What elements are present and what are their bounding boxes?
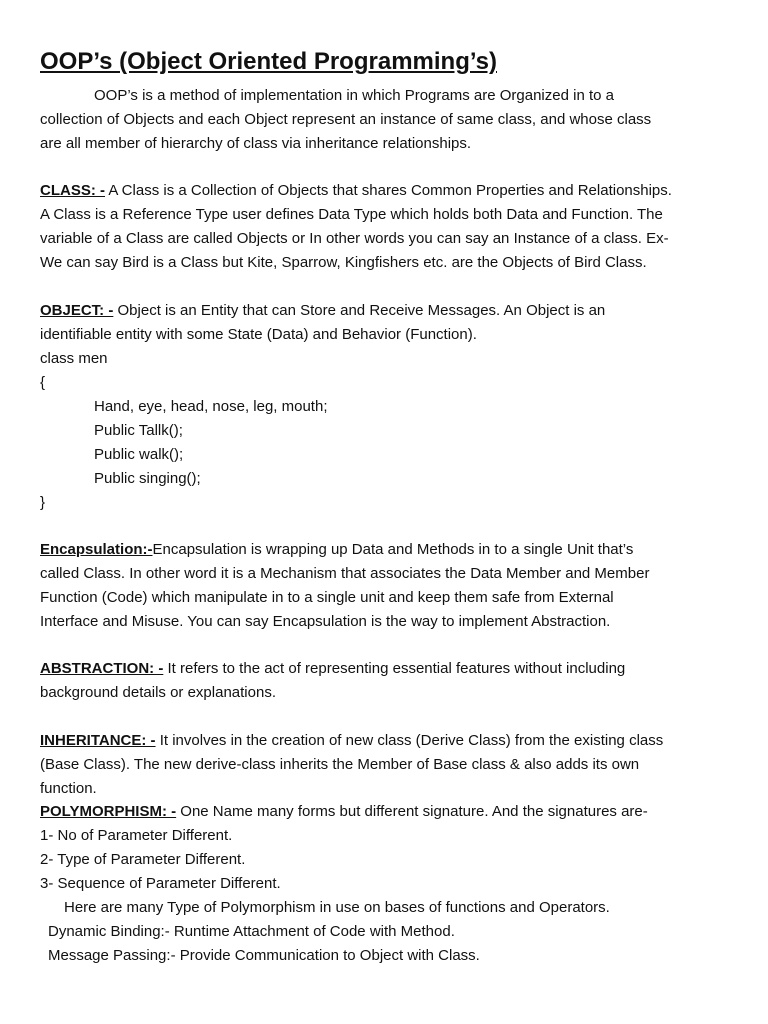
intro-line: collection of Objects and each Object represent an instance of same class, and whose class <box>40 111 652 128</box>
intro-paragraph <box>40 84 730 156</box>
encapsulation-line: Interface and Misuse. You can say Encapsulation is the way to implement Abstraction. <box>40 613 611 630</box>
encapsulation-first-line <box>40 538 730 562</box>
inheritance-heading: INHERITANCE: - <box>40 732 156 749</box>
inheritance-first-text: It involves in the creation of new class (Derive Class) from the existing class <box>155 732 664 749</box>
encapsulation-first-text: Encapsulation is wrapping up Data and Methods in to a single Unit that’s <box>152 541 634 558</box>
page-title: OOP’s (Object Oriented Programming’s) <box>40 48 497 75</box>
polymorphism-list-item: 1- No of Parameter Different. <box>40 827 233 844</box>
encapsulation-section <box>40 538 730 634</box>
object-section <box>40 299 730 515</box>
polymorphism-first-line <box>40 800 730 824</box>
class-line: A Class is a Reference Type user defines Data Type which holds both Data and Function. The <box>40 206 663 223</box>
message-passing-line: Message Passing:- Provide Communication to Object with Class. <box>48 947 480 964</box>
class-line: variable of a Class are called Objects or In other words you can say an Instance of a class. Ex- <box>40 230 669 247</box>
code-class-decl: class men <box>40 350 108 367</box>
object-first-line <box>40 299 730 323</box>
abstraction-heading: ABSTRACTION: - <box>40 660 164 677</box>
code-member: Public walk(); <box>94 446 184 463</box>
code-member: Public singing(); <box>94 470 201 487</box>
code-member: Public Tallk(); <box>94 422 183 439</box>
code-member: Hand, eye, head, nose, leg, mouth; <box>94 398 328 415</box>
polymorphism-section <box>40 800 730 968</box>
encapsulation-heading: Encapsulation:- <box>40 541 153 558</box>
polymorphism-list-item: 3- Sequence of Parameter Different. <box>40 875 281 892</box>
inheritance-section <box>40 729 730 801</box>
polymorphism-first-text: One Name many forms but different signature. And the signatures are- <box>176 803 648 820</box>
inheritance-first-line <box>40 729 730 753</box>
class-line: We can say Bird is a Class but Kite, Sparrow, Kingfishers etc. are the Objects of Bird Class. <box>40 254 647 271</box>
object-first-text: Object is an Entity that can Store and Receive Messages. An Object is an <box>113 302 606 319</box>
polymorphism-note: Here are many Type of Polymorphism in use on bases of functions and Operators. <box>64 899 610 916</box>
object-line: identifiable entity with some State (Data) and Behavior (Function). <box>40 326 477 343</box>
abstraction-section <box>40 657 730 705</box>
abstraction-first-line <box>40 657 730 681</box>
class-heading: CLASS: - <box>40 182 105 199</box>
abstraction-first-text: It refers to the act of representing essential features without including <box>163 660 626 677</box>
abstraction-line: background details or explanations. <box>40 684 276 701</box>
class-first-text: A Class is a Collection of Objects that shares Common Properties and Relationships. <box>105 182 672 199</box>
encapsulation-line: Function (Code) which manipulate in to a single unit and keep them safe from External <box>40 589 614 606</box>
polymorphism-heading: POLYMORPHISM: - <box>40 803 177 820</box>
code-open-brace: { <box>40 374 46 391</box>
dynamic-binding-line: Dynamic Binding:- Runtime Attachment of Code with Method. <box>48 923 455 940</box>
polymorphism-list-item: 2- Type of Parameter Different. <box>40 851 246 868</box>
intro-line: are all member of hierarchy of class via inheritance relationships. <box>40 135 472 152</box>
encapsulation-line: called Class. In other word it is a Mechanism that associates the Data Member and Member <box>40 565 650 582</box>
inheritance-line: (Base Class). The new derive-class inherits the Member of Base class & also adds its own <box>40 756 640 773</box>
intro-line: OOP’s is a method of implementation in which Programs are Organized in to a <box>94 87 614 104</box>
class-first-line <box>40 179 730 203</box>
object-heading: OBJECT: - <box>40 302 114 319</box>
inheritance-line: function. <box>40 780 97 797</box>
class-section <box>40 179 730 275</box>
code-close-brace: } <box>40 494 46 511</box>
